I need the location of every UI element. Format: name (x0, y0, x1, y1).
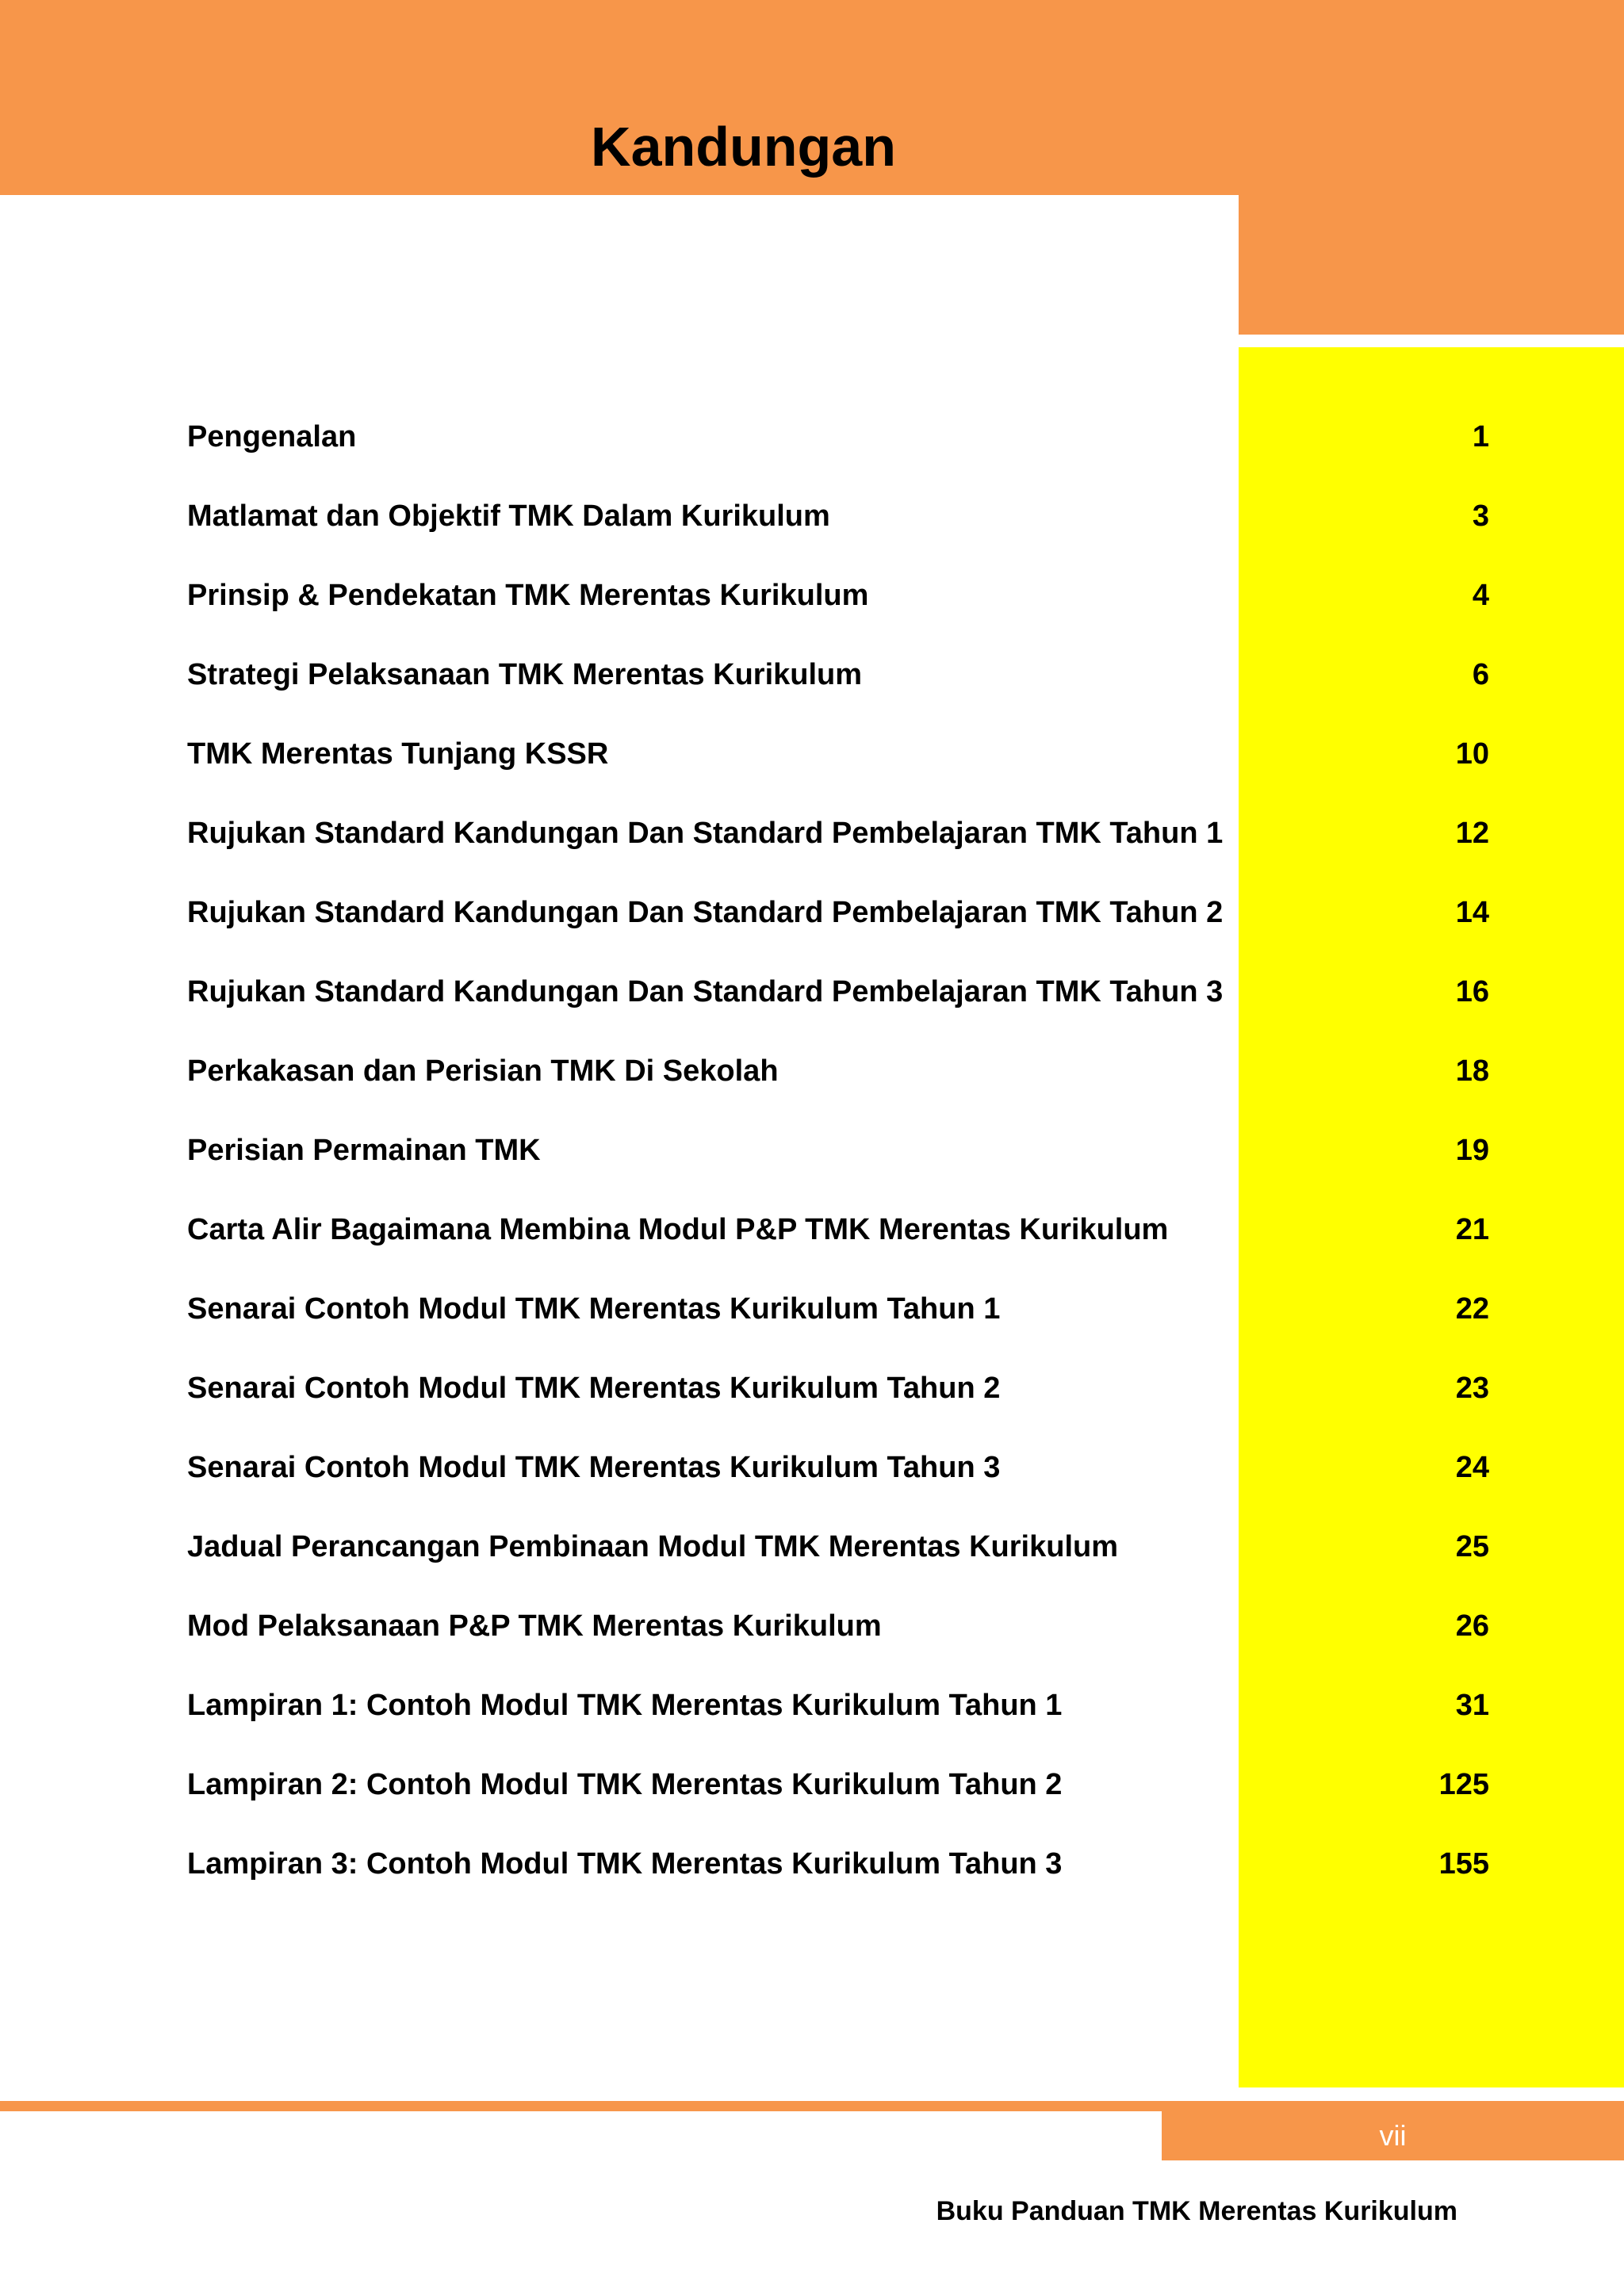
toc-entry-title[interactable]: Prinsip & Pendekatan TMK Merentas Kurikulum (187, 579, 869, 612)
toc-entry-title[interactable]: Lampiran 3: Contoh Modul TMK Merentas Kurikulum Tahun 3 (187, 1847, 1063, 1881)
toc-entry-page: 6 (1472, 658, 1489, 691)
toc-entry-page: 125 (1438, 1768, 1489, 1801)
toc-entry-page: 21 (1455, 1213, 1489, 1246)
toc-entry-page: 3 (1472, 499, 1489, 533)
toc-row[interactable] (0, 1206, 1624, 1253)
toc-entry-page: 10 (1455, 737, 1489, 771)
toc-entry-title[interactable]: Rujukan Standard Kandungan Dan Standard Pembelajaran TMK Tahun 2 (187, 896, 1224, 929)
toc-row[interactable] (0, 1523, 1624, 1571)
toc-row[interactable] (0, 1602, 1624, 1650)
toc-entry-page: 19 (1455, 1134, 1489, 1167)
toc-entry-page: 155 (1438, 1847, 1489, 1881)
toc-entry-title[interactable]: Perisian Permainan TMK (187, 1134, 541, 1167)
toc-row[interactable] (0, 572, 1624, 619)
toc-row[interactable] (0, 730, 1624, 778)
toc-row[interactable] (0, 968, 1624, 1016)
toc-entry-title[interactable]: Lampiran 2: Contoh Modul TMK Merentas Kurikulum Tahun 2 (187, 1768, 1063, 1801)
toc-entry-title[interactable]: Mod Pelaksanaan P&P TMK Merentas Kurikulum (187, 1609, 882, 1643)
page-title: Kandungan (591, 116, 896, 178)
toc-entry-title[interactable]: Perkakasan dan Perisian TMK Di Sekolah (187, 1054, 779, 1088)
toc-entry-title[interactable]: Jadual Perancangan Pembinaan Modul TMK Merentas Kurikulum (187, 1530, 1119, 1563)
toc-entry-page: 23 (1455, 1372, 1489, 1405)
toc-entry-page: 14 (1455, 896, 1489, 929)
footer-book-title: Buku Panduan TMK Merentas Kurikulum (936, 2196, 1457, 2226)
toc-entry-page: 4 (1472, 579, 1489, 612)
toc-entry-title[interactable]: Carta Alir Bagaimana Membina Modul P&P TMK Merentas Kurikulum (187, 1213, 1169, 1246)
toc-row[interactable] (0, 1761, 1624, 1808)
toc-row[interactable] (0, 492, 1624, 540)
toc-entry-title[interactable]: Rujukan Standard Kandungan Dan Standard Pembelajaran TMK Tahun 3 (187, 975, 1224, 1008)
toc-row[interactable] (0, 413, 1624, 461)
toc-entry-page: 18 (1455, 1054, 1489, 1088)
toc-row[interactable] (0, 809, 1624, 857)
header-curve (0, 195, 1239, 354)
toc-entry-title[interactable]: Senarai Contoh Modul TMK Merentas Kurikulum Tahun 1 (187, 1292, 1001, 1326)
toc-row[interactable] (0, 1444, 1624, 1491)
toc-entry-page: 22 (1455, 1292, 1489, 1326)
toc-entry-page: 24 (1455, 1451, 1489, 1484)
toc-entry-title[interactable]: Rujukan Standard Kandungan Dan Standard Pembelajaran TMK Tahun 1 (187, 817, 1224, 850)
toc-row[interactable] (0, 1682, 1624, 1729)
toc-entry-title[interactable]: Pengenalan (187, 420, 357, 453)
toc-entry-title[interactable]: Senarai Contoh Modul TMK Merentas Kurikulum Tahun 2 (187, 1372, 1001, 1405)
toc-entry-page: 25 (1455, 1530, 1489, 1563)
toc-entry-page: 1 (1472, 420, 1489, 453)
toc-row[interactable] (0, 1047, 1624, 1095)
toc-entry-title[interactable]: Matlamat dan Objektif TMK Dalam Kurikulum (187, 499, 830, 533)
toc-entry-page: 26 (1455, 1609, 1489, 1643)
toc-entry-title[interactable]: Strategi Pelaksanaan TMK Merentas Kurikulum (187, 658, 863, 691)
toc-row[interactable] (0, 1127, 1624, 1174)
toc-entry-title[interactable]: Senarai Contoh Modul TMK Merentas Kurikulum Tahun 3 (187, 1451, 1001, 1484)
toc-row[interactable] (0, 1285, 1624, 1333)
toc-row[interactable] (0, 1840, 1624, 1888)
toc-entry-title[interactable]: TMK Merentas Tunjang KSSR (187, 737, 609, 771)
toc-entry-page: 16 (1455, 975, 1489, 1008)
footer-rule (0, 2101, 1624, 2111)
toc-entry-page: 12 (1455, 817, 1489, 850)
toc-entry-page: 31 (1455, 1689, 1489, 1722)
toc-row[interactable] (0, 1364, 1624, 1412)
toc-row[interactable] (0, 889, 1624, 936)
toc-row[interactable] (0, 651, 1624, 698)
toc-entry-title[interactable]: Lampiran 1: Contoh Modul TMK Merentas Kurikulum Tahun 1 (187, 1689, 1063, 1722)
footer-page-number: vii (1379, 2119, 1407, 2152)
